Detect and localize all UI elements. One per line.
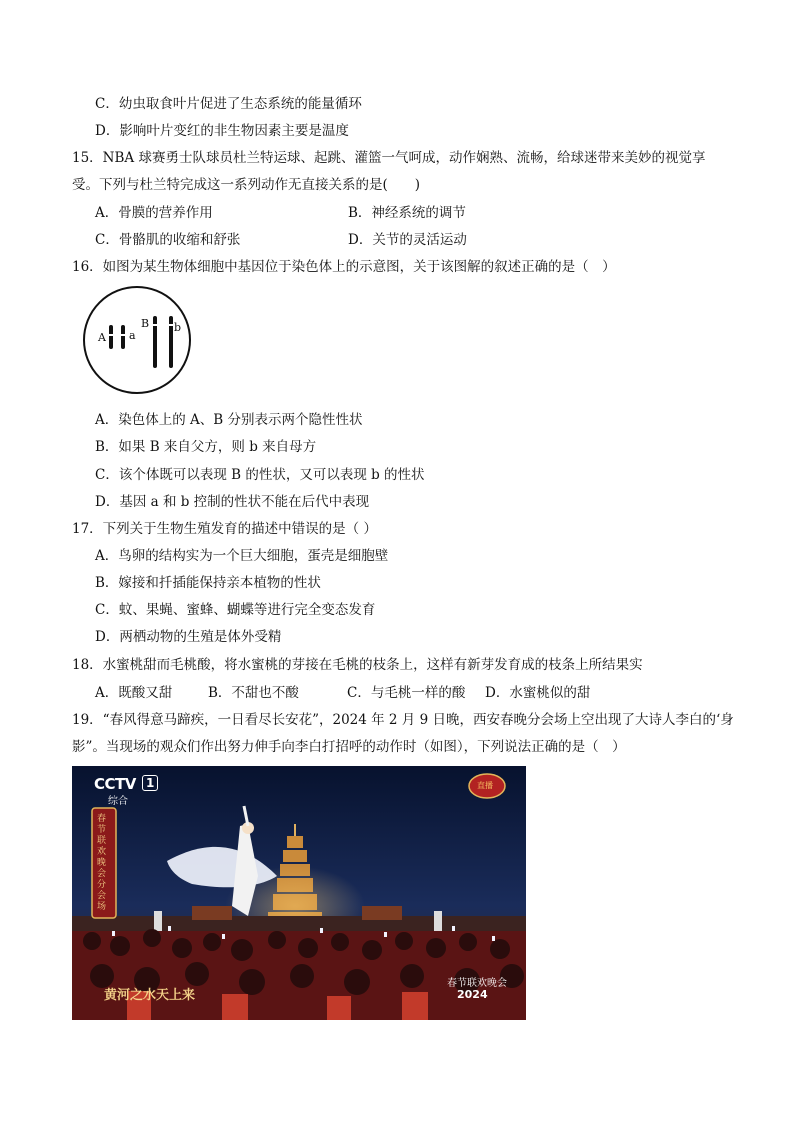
caption-right-bottom: 2024	[457, 988, 488, 1001]
q18-stem: 18．水蜜桃甜而毛桃酸，将水蜜桃的芽接在毛桃的枝条上，这样有新芽发育成的枝条上所结果实	[72, 657, 643, 673]
q18-option-c: C．与毛桃一样的酸	[347, 685, 466, 701]
q19-stem-line1: 19．“春风得意马蹄疾，一日看尽长安花”，2024 年 2 月 9 日晚，西安春晚分会场上空出现了大诗人李白的‘身	[72, 712, 734, 728]
gene-label-b: b	[174, 321, 182, 334]
q15-stem-line2: 受。下列与杜兰特完成这一系列动作无直接关系的是( )	[72, 177, 421, 193]
q14-option-c: C．幼虫取食叶片促进了生态系统的能量循环	[95, 96, 362, 112]
side-banner: 春节联欢晚会分会场	[97, 814, 107, 912]
gene-label-a: a	[129, 329, 136, 342]
channel-subtitle: 综合	[108, 796, 128, 807]
q17-stem: 17．下列关于生物生殖发育的描述中错误的是（ ）	[72, 521, 377, 537]
q16-option-c: C．该个体既可以表现 B 的性状，又可以表现 b 的性状	[95, 467, 425, 483]
q18-option-a: A．既酸又甜	[95, 685, 173, 701]
q17-option-d: D．两栖动物的生殖是体外受精	[95, 629, 282, 645]
q14-option-d: D．影响叶片变红的非生物因素主要是温度	[95, 123, 349, 139]
chromosome-diagram	[83, 286, 191, 394]
gala-photo	[72, 766, 526, 1020]
chromosome-short-right	[121, 325, 125, 349]
chromosome-short-left	[109, 325, 113, 349]
q16-option-a: A．染色体上的 A、B 分别表示两个隐性性状	[95, 412, 363, 428]
q19-stem-line2: 影”。当现场的观众们作出努力伸手向李白打招呼的动作时（如图），下列说法正确的是（ ）	[72, 739, 626, 755]
q16-stem: 16．如图为某生物体细胞中基因位于染色体上的示意图，关于该图解的叙述正确的是（ ）	[72, 259, 616, 275]
caption-left: 黄河之水天上来	[104, 988, 196, 1003]
q18-option-d: D．水蜜桃似的甜	[485, 685, 591, 701]
q15-stem-line1: 15．NBA 球赛勇士队球员杜兰特运球、起跳、灌篮一气呵成，动作娴熟、流畅，给球迷带来美妙的视觉享	[72, 150, 706, 166]
channel-number: 1	[142, 775, 158, 791]
q18-option-b: B．不甜也不酸	[208, 685, 299, 701]
q16-option-b: B．如果 B 来自父方，则 b 来自母方	[95, 439, 317, 455]
caption-right-top: 春节联欢晚会	[447, 978, 507, 989]
q15-option-c: C．骨骼肌的收缩和舒张	[95, 232, 241, 248]
q15-option-b: B．神经系统的调节	[348, 205, 466, 221]
q17-option-a: A．鸟卵的结构实为一个巨大细胞，蛋壳是细胞壁	[95, 548, 389, 564]
cctv-logo: CCTV	[94, 775, 136, 793]
live-badge: 直播	[477, 781, 493, 790]
q17-option-b: B．嫁接和扦插能保持亲本植物的性状	[95, 575, 321, 591]
gene-label-B: B	[141, 317, 150, 330]
q15-option-a: A．骨膜的营养作用	[95, 205, 213, 221]
q16-option-d: D．基因 a 和 b 控制的性状不能在后代中表现	[95, 494, 370, 510]
q17-option-c: C．蚊、果蝇、蜜蜂、蝴蝶等进行完全变态发育	[95, 602, 376, 618]
q15-option-d: D．关节的灵活运动	[348, 232, 467, 248]
gene-label-A: A	[98, 331, 106, 344]
